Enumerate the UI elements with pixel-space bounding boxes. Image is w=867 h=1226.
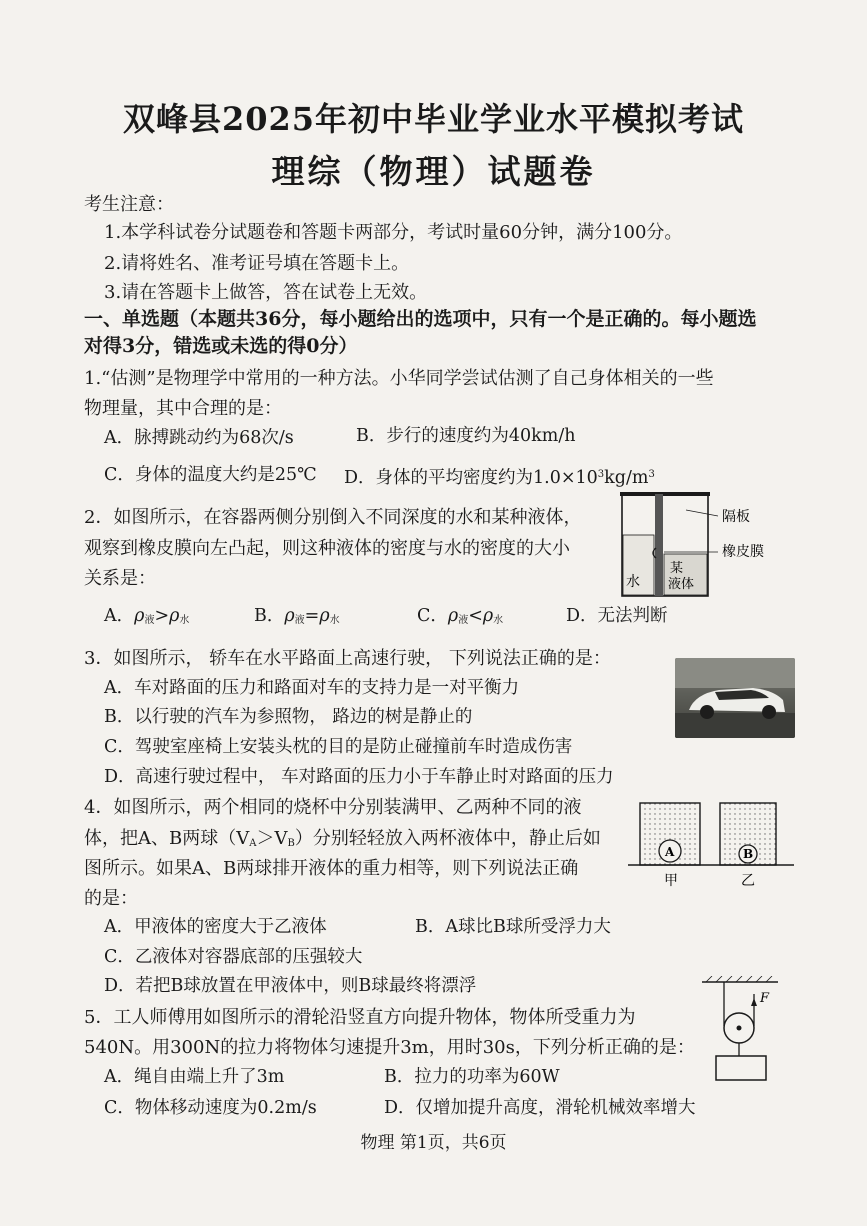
ball-b-label: B xyxy=(743,847,754,861)
q2-option-c: C．$\rho_液<\rho_水$ xyxy=(417,606,504,626)
q3-option-a: A．车对路面的压力和路面对车的支持力是一对平衡力 xyxy=(104,678,520,698)
container-lid xyxy=(620,492,710,496)
q1-option-c: C．身体的温度大约是25℃ xyxy=(104,465,317,485)
q4-option-a: A．甲液体的密度大于乙液体 xyxy=(104,917,327,937)
section-heading-line2: 对得3分，错选或未选的得0分） xyxy=(84,335,358,357)
q4-option-d: D．若把B球放置在甲液体中，则B球最终将漂浮 xyxy=(104,976,477,996)
q4-option-b: B．A球比B球所受浮力大 xyxy=(415,917,611,937)
section-heading-line1: 一、单选题（本题共36分，每小题给出的选项中，只有一个是正确的。每小题选 xyxy=(84,308,757,330)
q2-option-a: A．$\rho_液>\rho_水$ xyxy=(104,606,190,626)
q3-stem: 3．如图所示， 轿车在水平路面上高速行驶， 下列说法正确的是： xyxy=(84,648,611,669)
q5-stem-line2: 540N。用300N的拉力将物体匀速提升3m，用时30s，下列分析正确的是： xyxy=(84,1037,695,1058)
photo-road xyxy=(675,713,795,738)
q4-stem-line2: 体，把A、B两球$(V_A>V_B)$分别轻轻放入两杯液体中，静止后如 xyxy=(84,828,601,849)
force-label: F xyxy=(760,991,770,1006)
q2-stem-line1: 2．如图所示，在容器两侧分别倒入不同深度的水和某种液体， xyxy=(84,507,582,528)
q1-stem-line2: 物理量，其中合理的是： xyxy=(84,398,282,419)
q2-option-d: D．无法判断 xyxy=(566,606,668,626)
q5-option-d: D．仅增加提升高度，滑轮机械效率增大 xyxy=(384,1098,696,1118)
exam-subtitle: 理综（物理）试题卷 xyxy=(271,152,596,191)
q2-stem-line2: 观察到橡皮膜向左凸起，则这种液体的密度与水的密度的大小 xyxy=(84,538,570,559)
exam-title: 双峰县2025年初中毕业学业水平模拟考试 xyxy=(122,100,745,138)
notice-item-2: 2.请将姓名、准考证号填在答题卡上。 xyxy=(104,253,410,274)
q5-option-b: B．拉力的功率为60W xyxy=(384,1067,560,1087)
q1-option-a: A．脉搏跳动约为68次/s xyxy=(104,428,294,448)
q2-container-figure xyxy=(612,490,782,600)
q3-option-d: D．高速行驶过程中， 车对路面的压力小于车静止时对路面的压力 xyxy=(104,767,614,787)
photo-background xyxy=(675,658,795,688)
car-wheel-front xyxy=(700,705,714,719)
q5-pulley-figure xyxy=(698,976,788,1084)
notice-heading: 考生注意： xyxy=(84,194,174,215)
q5-option-a: A．绳自由端上升了3m xyxy=(104,1067,285,1087)
ball-a-label: A xyxy=(665,845,675,859)
q4-stem-line4: 的是： xyxy=(84,888,138,909)
q2-option-b: B．$\rho_液=\rho_水$ xyxy=(254,606,340,626)
q2-stem-line3: 关系是： xyxy=(84,568,156,589)
pulley-axle xyxy=(737,1026,742,1031)
ceiling-hatching xyxy=(706,976,772,982)
partition-leader xyxy=(686,510,718,516)
force-arrow-icon xyxy=(751,998,757,1006)
q4-beakers-figure xyxy=(628,797,798,889)
page-footer: 物理 第1页，共6页 xyxy=(360,1133,507,1153)
q1-option-b: B．步行的速度约为40km/h xyxy=(356,426,576,446)
q3-option-c: C．驾驶室座椅上安装头枕的目的是防止碰撞前车时造成伤害 xyxy=(104,737,573,757)
q5-option-c: C．物体移动速度为0.2m/s xyxy=(104,1098,317,1118)
water-label: 水 xyxy=(626,574,640,590)
q4-stem-line3: 图所示。如果A、B两球排开液体的重力相等，则下列说法正确 xyxy=(84,858,579,879)
load-block xyxy=(716,1056,766,1080)
car-photo xyxy=(675,658,795,738)
car-illustration xyxy=(675,658,795,738)
q5-stem-line1: 5．工人师傅用如图所示的滑轮沿竖直方向提升物体，物体所受重力为 xyxy=(84,1007,636,1028)
notice-item-1: 1.本学科试卷分试题卷和答题卡两部分，考试时量60分钟，满分100分。 xyxy=(104,222,683,243)
q3-option-b: B．以行驶的汽车为参照物， 路边的树是静止的 xyxy=(104,707,473,727)
car-wheel-rear xyxy=(762,705,776,719)
partition xyxy=(655,494,663,596)
q4-stem-line1: 4．如图所示，两个相同的烧杯中分别装满甲、乙两种不同的液 xyxy=(84,797,582,818)
q1-option-d: D．身体的平均密度约为$1.0\times 10^3kg/m^3$ xyxy=(344,468,655,488)
beaker-yi-label: 乙 xyxy=(741,873,755,889)
q4-option-c: C．乙液体对容器底部的压强较大 xyxy=(104,947,363,967)
partition-label: 隔板 xyxy=(722,509,750,525)
liquid-label-1: 某 xyxy=(670,561,684,576)
liquid-label-2: 液体 xyxy=(668,577,695,592)
membrane-label: 橡皮膜 xyxy=(722,544,764,560)
notice-item-3: 3.请在答题卡上做答，答在试卷上无效。 xyxy=(104,282,428,303)
beaker-jia-label: 甲 xyxy=(664,873,678,889)
q1-stem-line1: 1.“估测”是物理学中常用的一种方法。小华同学尝试估测了自己身体相关的一些 xyxy=(84,368,714,389)
